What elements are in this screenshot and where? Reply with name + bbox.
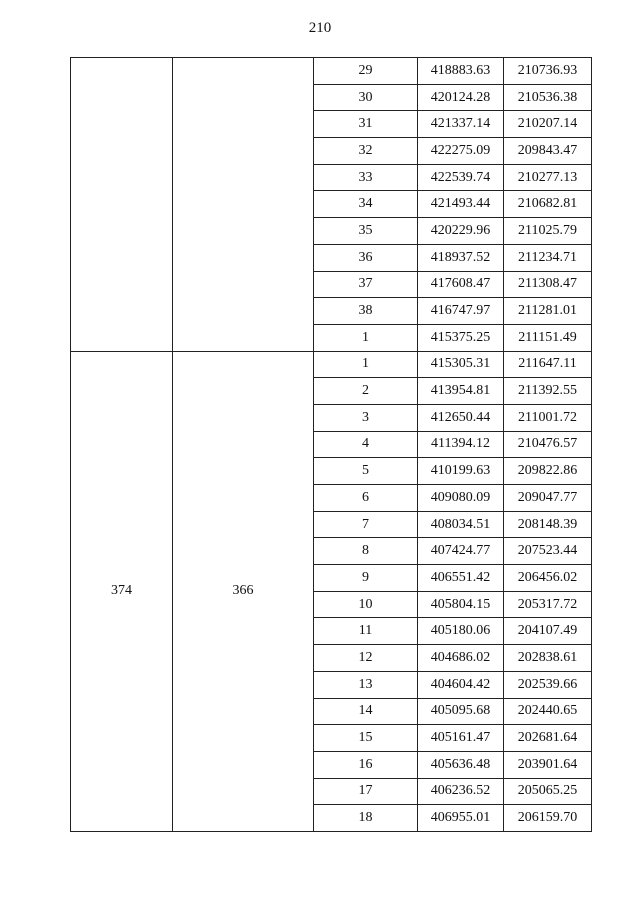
y-coordinate-cell: 210207.14 xyxy=(504,111,592,138)
point-number-cell: 37 xyxy=(314,271,418,298)
x-coordinate-cell: 415375.25 xyxy=(418,324,504,351)
y-coordinate-cell: 207523.44 xyxy=(504,538,592,565)
x-coordinate-cell: 422539.74 xyxy=(418,164,504,191)
point-number-cell: 7 xyxy=(314,511,418,538)
y-coordinate-cell: 211151.49 xyxy=(504,324,592,351)
x-coordinate-cell: 411394.12 xyxy=(418,431,504,458)
x-coordinate-cell: 405636.48 xyxy=(418,751,504,778)
y-coordinate-cell: 210682.81 xyxy=(504,191,592,218)
page-number: 210 xyxy=(308,20,332,36)
point-number-cell: 1 xyxy=(314,351,418,378)
x-coordinate-cell: 410199.63 xyxy=(418,458,504,485)
x-coordinate-cell: 417608.47 xyxy=(418,271,504,298)
x-coordinate-cell: 420229.96 xyxy=(418,218,504,245)
point-number-cell: 10 xyxy=(314,591,418,618)
point-number-cell: 1 xyxy=(314,324,418,351)
point-number-cell: 34 xyxy=(314,191,418,218)
table-row xyxy=(71,351,592,378)
y-coordinate-cell: 204107.49 xyxy=(504,618,592,645)
y-coordinate-cell: 210476.57 xyxy=(504,431,592,458)
x-coordinate-cell: 415305.31 xyxy=(418,351,504,378)
point-number-cell: 29 xyxy=(314,58,418,85)
point-number-cell: 38 xyxy=(314,298,418,325)
y-coordinate-cell: 211001.72 xyxy=(504,404,592,431)
point-number-cell: 18 xyxy=(314,805,418,832)
x-coordinate-cell: 422275.09 xyxy=(418,138,504,165)
x-coordinate-cell: 421493.44 xyxy=(418,191,504,218)
x-coordinate-cell: 416747.97 xyxy=(418,298,504,325)
x-coordinate-cell: 418883.63 xyxy=(418,58,504,85)
y-coordinate-cell: 206456.02 xyxy=(504,565,592,592)
group-id-cell: 366 xyxy=(173,351,314,831)
x-coordinate-cell: 408034.51 xyxy=(418,511,504,538)
point-number-cell: 30 xyxy=(314,84,418,111)
table-row xyxy=(71,58,592,85)
x-coordinate-cell: 407424.77 xyxy=(418,538,504,565)
y-coordinate-cell: 202838.61 xyxy=(504,645,592,672)
y-coordinate-cell: 209822.86 xyxy=(504,458,592,485)
x-coordinate-cell: 412650.44 xyxy=(418,404,504,431)
x-coordinate-cell: 405161.47 xyxy=(418,725,504,752)
y-coordinate-cell: 205317.72 xyxy=(504,591,592,618)
point-number-cell: 3 xyxy=(314,404,418,431)
point-number-cell: 15 xyxy=(314,725,418,752)
y-coordinate-cell: 210736.93 xyxy=(504,58,592,85)
x-coordinate-cell: 405180.06 xyxy=(418,618,504,645)
y-coordinate-cell: 202440.65 xyxy=(504,698,592,725)
x-coordinate-cell: 405804.15 xyxy=(418,591,504,618)
group-number-cell: 374 xyxy=(71,351,173,831)
y-coordinate-cell: 203901.64 xyxy=(504,751,592,778)
x-coordinate-cell: 406551.42 xyxy=(418,565,504,592)
x-coordinate-cell: 406955.01 xyxy=(418,805,504,832)
y-coordinate-cell: 211025.79 xyxy=(504,218,592,245)
coordinates-table xyxy=(70,57,592,832)
y-coordinate-cell: 205065.25 xyxy=(504,778,592,805)
x-coordinate-cell: 409080.09 xyxy=(418,485,504,512)
y-coordinate-cell: 210277.13 xyxy=(504,164,592,191)
x-coordinate-cell: 404686.02 xyxy=(418,645,504,672)
y-coordinate-cell: 211392.55 xyxy=(504,378,592,405)
y-coordinate-cell: 211281.01 xyxy=(504,298,592,325)
y-coordinate-cell: 209843.47 xyxy=(504,138,592,165)
point-number-cell: 32 xyxy=(314,138,418,165)
point-number-cell: 11 xyxy=(314,618,418,645)
point-number-cell: 9 xyxy=(314,565,418,592)
point-number-cell: 4 xyxy=(314,431,418,458)
point-number-cell: 8 xyxy=(314,538,418,565)
y-coordinate-cell: 211234.71 xyxy=(504,244,592,271)
y-coordinate-cell: 210536.38 xyxy=(504,84,592,111)
point-number-cell: 2 xyxy=(314,378,418,405)
x-coordinate-cell: 421337.14 xyxy=(418,111,504,138)
y-coordinate-cell: 202681.64 xyxy=(504,725,592,752)
y-coordinate-cell: 211647.11 xyxy=(504,351,592,378)
point-number-cell: 12 xyxy=(314,645,418,672)
point-number-cell: 33 xyxy=(314,164,418,191)
x-coordinate-cell: 418937.52 xyxy=(418,244,504,271)
y-coordinate-cell: 209047.77 xyxy=(504,485,592,512)
point-number-cell: 35 xyxy=(314,218,418,245)
point-number-cell: 16 xyxy=(314,751,418,778)
point-number-cell: 31 xyxy=(314,111,418,138)
group-number-cell xyxy=(71,58,173,352)
x-coordinate-cell: 406236.52 xyxy=(418,778,504,805)
y-coordinate-cell: 202539.66 xyxy=(504,671,592,698)
point-number-cell: 36 xyxy=(314,244,418,271)
x-coordinate-cell: 413954.81 xyxy=(418,378,504,405)
y-coordinate-cell: 208148.39 xyxy=(504,511,592,538)
group-id-cell xyxy=(173,58,314,352)
point-number-cell: 5 xyxy=(314,458,418,485)
point-number-cell: 6 xyxy=(314,485,418,512)
y-coordinate-cell: 206159.70 xyxy=(504,805,592,832)
coordinates-table-body xyxy=(71,58,592,832)
point-number-cell: 13 xyxy=(314,671,418,698)
x-coordinate-cell: 405095.68 xyxy=(418,698,504,725)
point-number-cell: 17 xyxy=(314,778,418,805)
x-coordinate-cell: 420124.28 xyxy=(418,84,504,111)
x-coordinate-cell: 404604.42 xyxy=(418,671,504,698)
point-number-cell: 14 xyxy=(314,698,418,725)
y-coordinate-cell: 211308.47 xyxy=(504,271,592,298)
